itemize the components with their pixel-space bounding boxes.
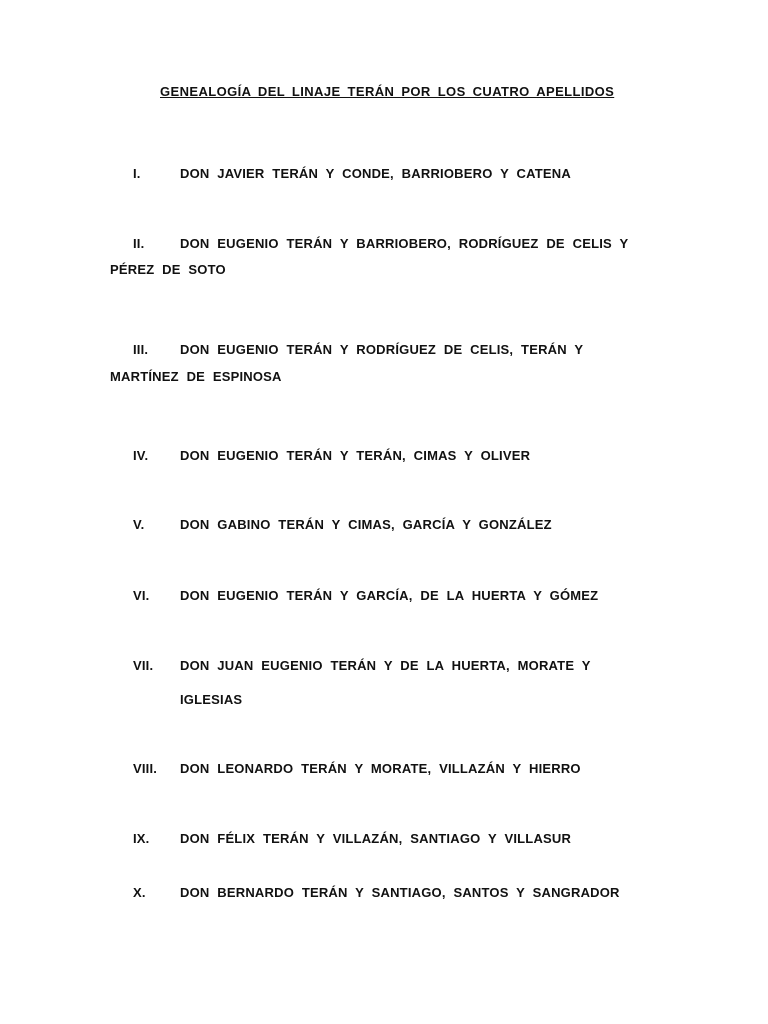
entry-text: DON EUGENIO TERÁN Y TERÁN, CIMAS Y OLIVER <box>180 448 531 463</box>
entry-text: DON JUAN EUGENIO TERÁN Y DE LA HUERTA, MORATE Y <box>180 658 591 673</box>
entry-text: DON EUGENIO TERÁN Y BARRIOBERO, RODRÍGUEZ DE CELIS Y <box>180 236 629 251</box>
entry-numeral: II. <box>133 236 145 251</box>
entry-text-continued: IGLESIAS <box>180 692 243 707</box>
entry-numeral: VIII. <box>133 761 158 776</box>
entry-text: DON FÉLIX TERÁN Y VILLAZÁN, SANTIAGO Y VILLASUR <box>180 831 572 846</box>
entry-numeral: VI. <box>133 588 150 603</box>
entry-text: DON LEONARDO TERÁN Y MORATE, VILLAZÁN Y HIERRO <box>180 761 581 776</box>
entry-text-continued: MARTÍNEZ DE ESPINOSA <box>110 369 282 384</box>
entry-text: DON BERNARDO TERÁN Y SANTIAGO, SANTOS Y SANGRADOR <box>180 885 620 900</box>
entry-text-continued: PÉREZ DE SOTO <box>110 262 226 277</box>
entry-numeral: IV. <box>133 448 149 463</box>
entry-numeral: IX. <box>133 831 150 846</box>
entry-numeral: V. <box>133 517 145 532</box>
entry-text: DON JAVIER TERÁN Y CONDE, BARRIOBERO Y CATENA <box>180 166 571 181</box>
entry-numeral: X. <box>133 885 146 900</box>
entry-numeral: III. <box>133 342 149 357</box>
entry-numeral: I. <box>133 166 141 181</box>
entry-numeral: VII. <box>133 658 154 673</box>
entry-text: DON GABINO TERÁN Y CIMAS, GARCÍA Y GONZÁLEZ <box>180 517 552 532</box>
document-title: GENEALOGÍA DEL LINAJE TERÁN POR LOS CUATRO APELLIDOS <box>160 84 615 99</box>
entry-text: DON EUGENIO TERÁN Y GARCÍA, DE LA HUERTA Y GÓMEZ <box>180 588 599 603</box>
entry-text: DON EUGENIO TERÁN Y RODRÍGUEZ DE CELIS, TERÁN Y <box>180 342 584 357</box>
